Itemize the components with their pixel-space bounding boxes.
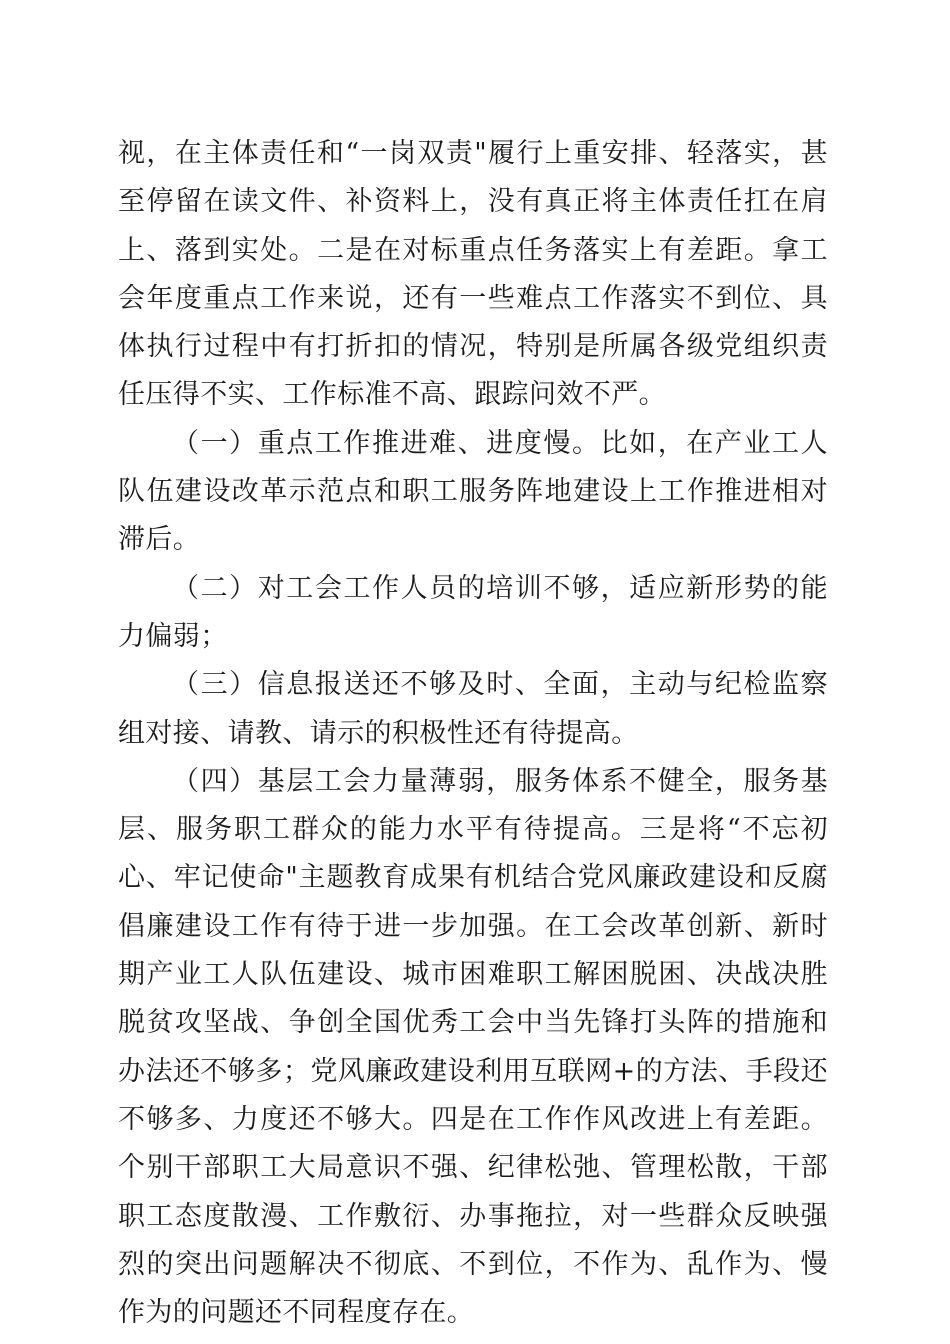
paragraph-item-2: （二）对工会工作人员的培训不够，适应新形势的能力偏弱； (118, 572, 828, 652)
paragraph-item-1: （一）重点工作推进难、进度慢。比如，在产业工人队伍建设改革示范点和职工服务阵地建设上工作推进相对滞后。 (118, 427, 828, 556)
paragraph-item-4: （四）基层工会力量薄弱，服务体系不健全，服务基层、服务职工群众的能力水平有待提高。三是将“不忘初心、牢记使命"主题教育成果有机结合党风廉政建设和反腐倡廉建设工作有待于进一步加强。在工会改革创新、新时期产业工人队伍建设、城市困难职工解困脱困、决战决胜脱贫攻坚战、争创全国优秀工会中当先锋打头阵的措施和办法还不够多；党风廉政建设利用互联网+的方法、手段还不够多、力度还不够大。四是在工作作风改进上有差距。个别干部职工大局意识不强、纪律松弛、管理松散，干部职工态度散漫、工作敷衍、办事拖拉，对一些群众反映强烈的突出问题解决不彻底、不到位，不作为、乱作为、慢作为的问题还不同程度存在。 (118, 765, 828, 1329)
paragraph-continuation: 视，在主体责任和“一岗双责"履行上重安排、轻落实，甚至停留在读文件、补资料上，没有真正将主体责任扛在肩上、落到实处。二是在对标重点任务落实上有差距。拿工会年度重点工作来说，还有一些难点工作落实不到位、具体执行过程中有打折扣的情况，特别是所属各级党组织责任压得不实、工作标准不高、跟踪问效不严。 (118, 138, 828, 411)
paragraph-item-3: （三）信息报送还不够及时、全面，主动与纪检监察组对接、请教、请示的积极性还有待提高。 (118, 669, 828, 749)
document-body (118, 130, 828, 1337)
